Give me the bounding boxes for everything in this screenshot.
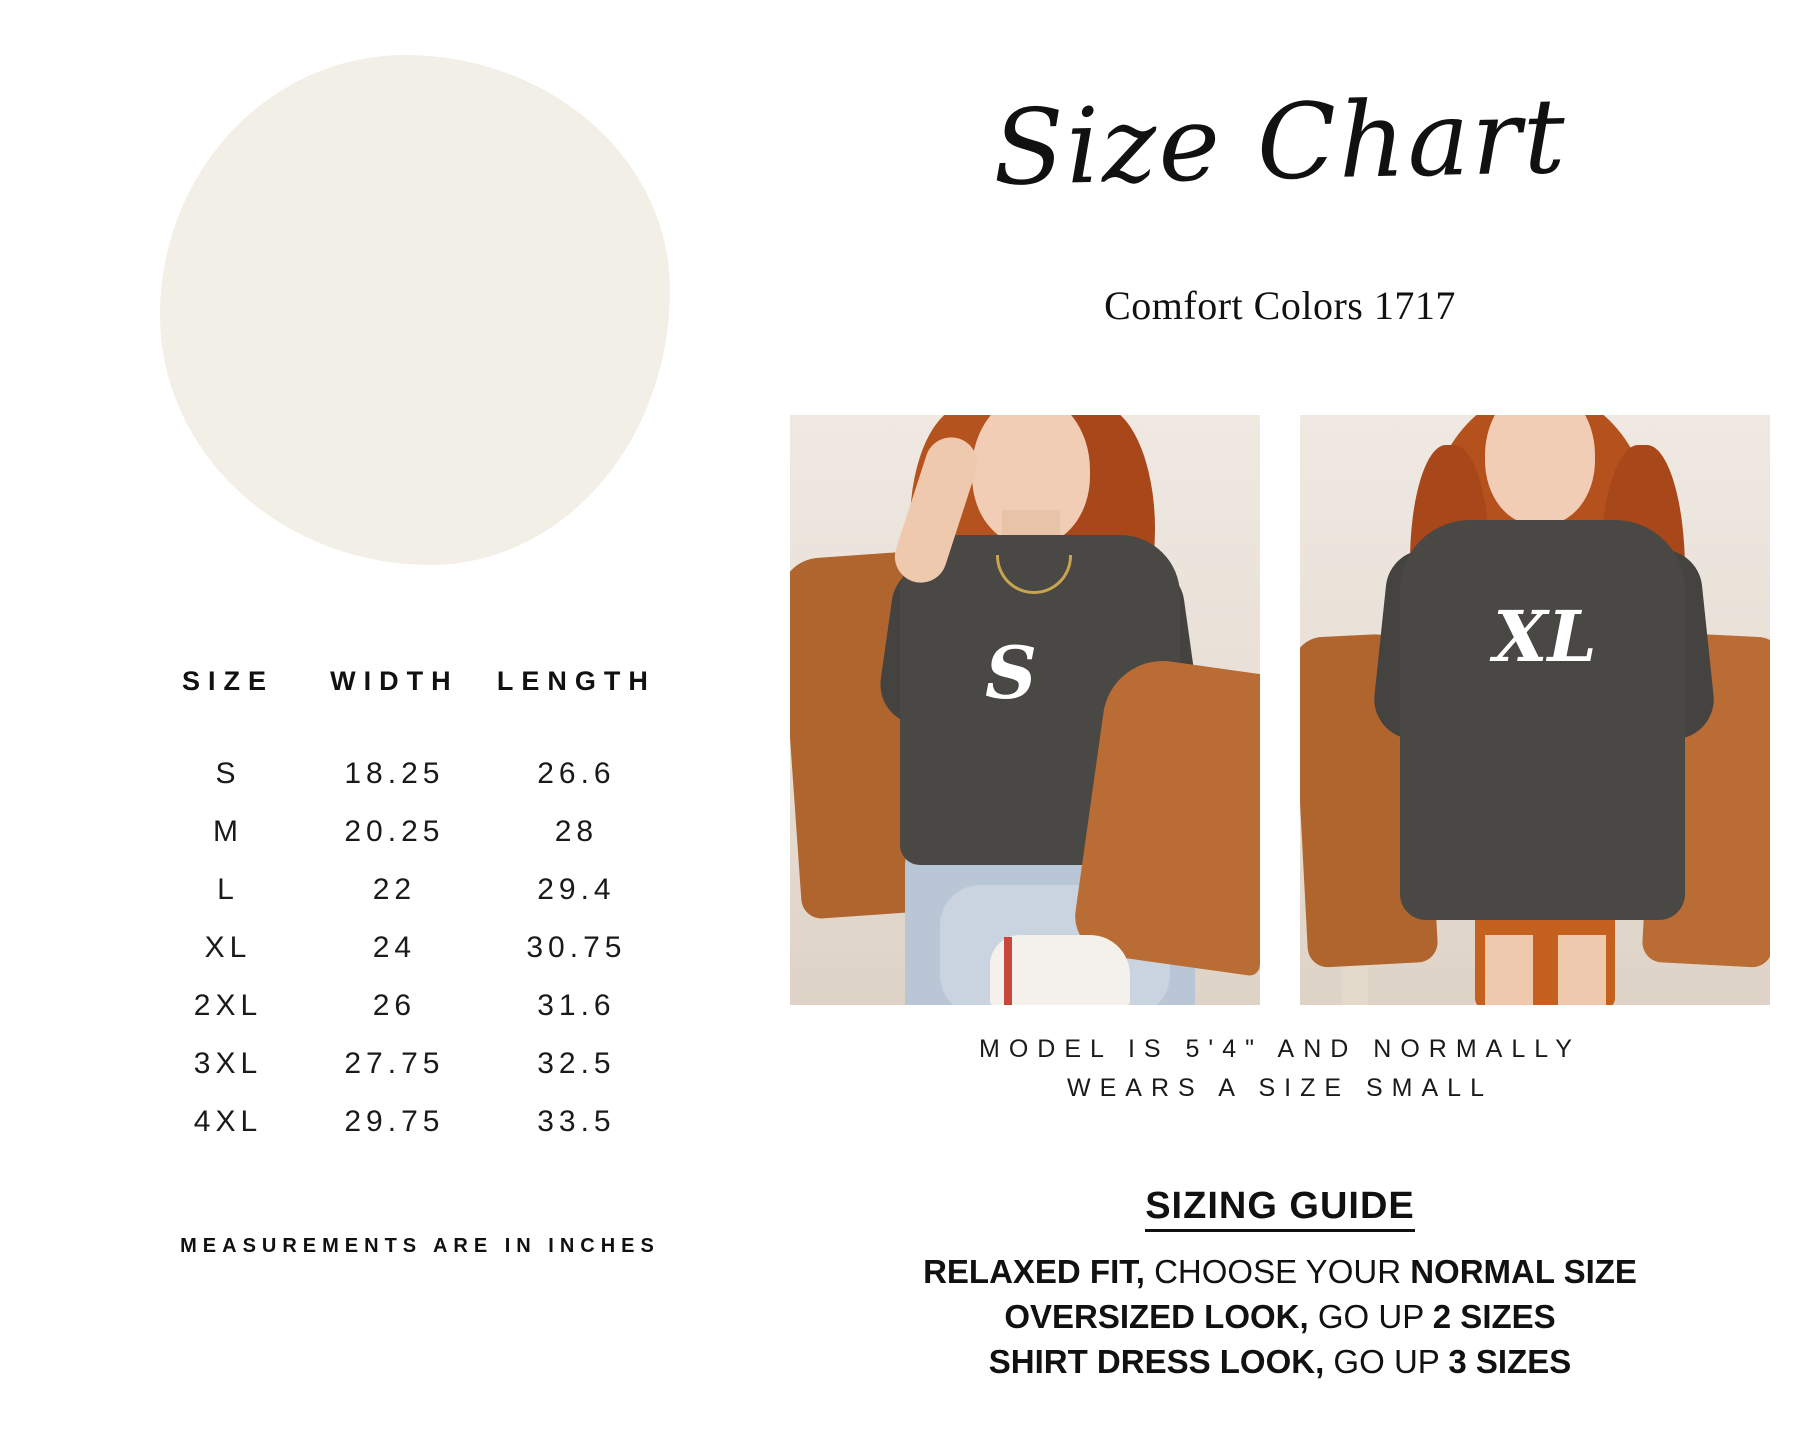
- cell-size: 2XL: [193, 989, 263, 1022]
- guide-line-shirt-dress: [760, 1340, 1800, 1385]
- cell-length: 33.5: [537, 1105, 616, 1138]
- leg-right: [1558, 935, 1606, 1005]
- cell-width: 27.75: [344, 1047, 445, 1080]
- table-row: [150, 861, 670, 919]
- photo-gallery: [760, 415, 1800, 1005]
- cell-size: 4XL: [193, 1105, 263, 1138]
- guide-line-3-label: SHIRT DRESS LOOK,: [988, 1342, 1325, 1380]
- guide-line-relaxed: [760, 1250, 1800, 1295]
- shirt-size-label-s: S: [985, 630, 1037, 715]
- cell-length: 26.6: [537, 757, 616, 790]
- cell-size: M: [213, 815, 243, 848]
- cell-width: 29.75: [344, 1105, 445, 1138]
- cell-length: 30.75: [526, 931, 627, 964]
- cell-width: 20.25: [344, 815, 445, 848]
- table-row: [150, 919, 670, 977]
- page-title: Size Chart: [991, 75, 1569, 209]
- table-row: [150, 1093, 670, 1151]
- table-header-row: [150, 665, 670, 745]
- cell-size: 3XL: [193, 1047, 263, 1080]
- model-height-note: [760, 1030, 1800, 1108]
- guide-line-1-bold: NORMAL SIZE: [1410, 1253, 1637, 1290]
- cell-length: 32.5: [537, 1047, 616, 1080]
- sizing-guide-heading: [760, 1185, 1800, 1228]
- guide-line-1-mid: CHOOSE YOUR: [1144, 1253, 1411, 1290]
- cell-width: 26: [372, 989, 417, 1022]
- table-row: [150, 1035, 670, 1093]
- shirt-size-label-xl: XL: [1493, 595, 1597, 678]
- right-column: [760, 0, 1800, 1440]
- guide-line-3-mid: GO UP: [1324, 1342, 1449, 1380]
- guide-line-1-label: RELAXED FIT,: [923, 1253, 1145, 1290]
- scalloped-circle-icon: [160, 55, 670, 565]
- table-row: [150, 803, 670, 861]
- guide-line-3-bold: 3 SIZES: [1448, 1342, 1572, 1380]
- cell-length: 28: [554, 815, 599, 848]
- cell-width: 24: [372, 931, 417, 964]
- size-table: [150, 665, 670, 1151]
- measurements-note: MEASUREMENTS ARE IN INCHES: [180, 1235, 660, 1257]
- column-header-size: SIZE: [181, 666, 274, 696]
- tshirt-body: [1400, 520, 1685, 920]
- column-header-width: WIDTH: [330, 666, 459, 696]
- model-photo-xl: [1300, 415, 1770, 1005]
- guide-line-2-bold: 2 SIZES: [1432, 1297, 1556, 1335]
- guide-line-2-mid: GO UP: [1308, 1297, 1433, 1335]
- cell-length: 29.4: [537, 873, 616, 906]
- cell-width: 18.25: [344, 757, 445, 790]
- model-note-line-1: MODEL IS 5'4" AND NORMALLY: [979, 1035, 1581, 1063]
- cell-size: XL: [204, 931, 252, 964]
- table-row: [150, 745, 670, 803]
- sneaker-stripe: [1004, 937, 1012, 1005]
- model-photo-small: [790, 415, 1260, 1005]
- guide-line-oversized: [760, 1295, 1800, 1340]
- left-column: [0, 0, 760, 1440]
- guide-line-2-label: OVERSIZED LOOK,: [1004, 1297, 1309, 1335]
- sizing-guide-lines: [760, 1250, 1800, 1385]
- cell-width: 22: [372, 873, 417, 906]
- cell-length: 31.6: [537, 989, 616, 1022]
- leg-left: [1485, 935, 1533, 1005]
- cell-size: S: [215, 757, 241, 790]
- decorative-blob-shape: [160, 55, 670, 565]
- cell-size: L: [217, 873, 239, 906]
- table-row: [150, 977, 670, 1035]
- size-table-container: [150, 665, 670, 1151]
- column-header-length: LENGTH: [496, 666, 656, 696]
- page-subtitle: Comfort Colors 1717: [1104, 283, 1456, 328]
- sizing-guide-heading-text: SIZING GUIDE: [1145, 1185, 1415, 1232]
- model-note-line-2: WEARS A SIZE SMALL: [1067, 1073, 1493, 1102]
